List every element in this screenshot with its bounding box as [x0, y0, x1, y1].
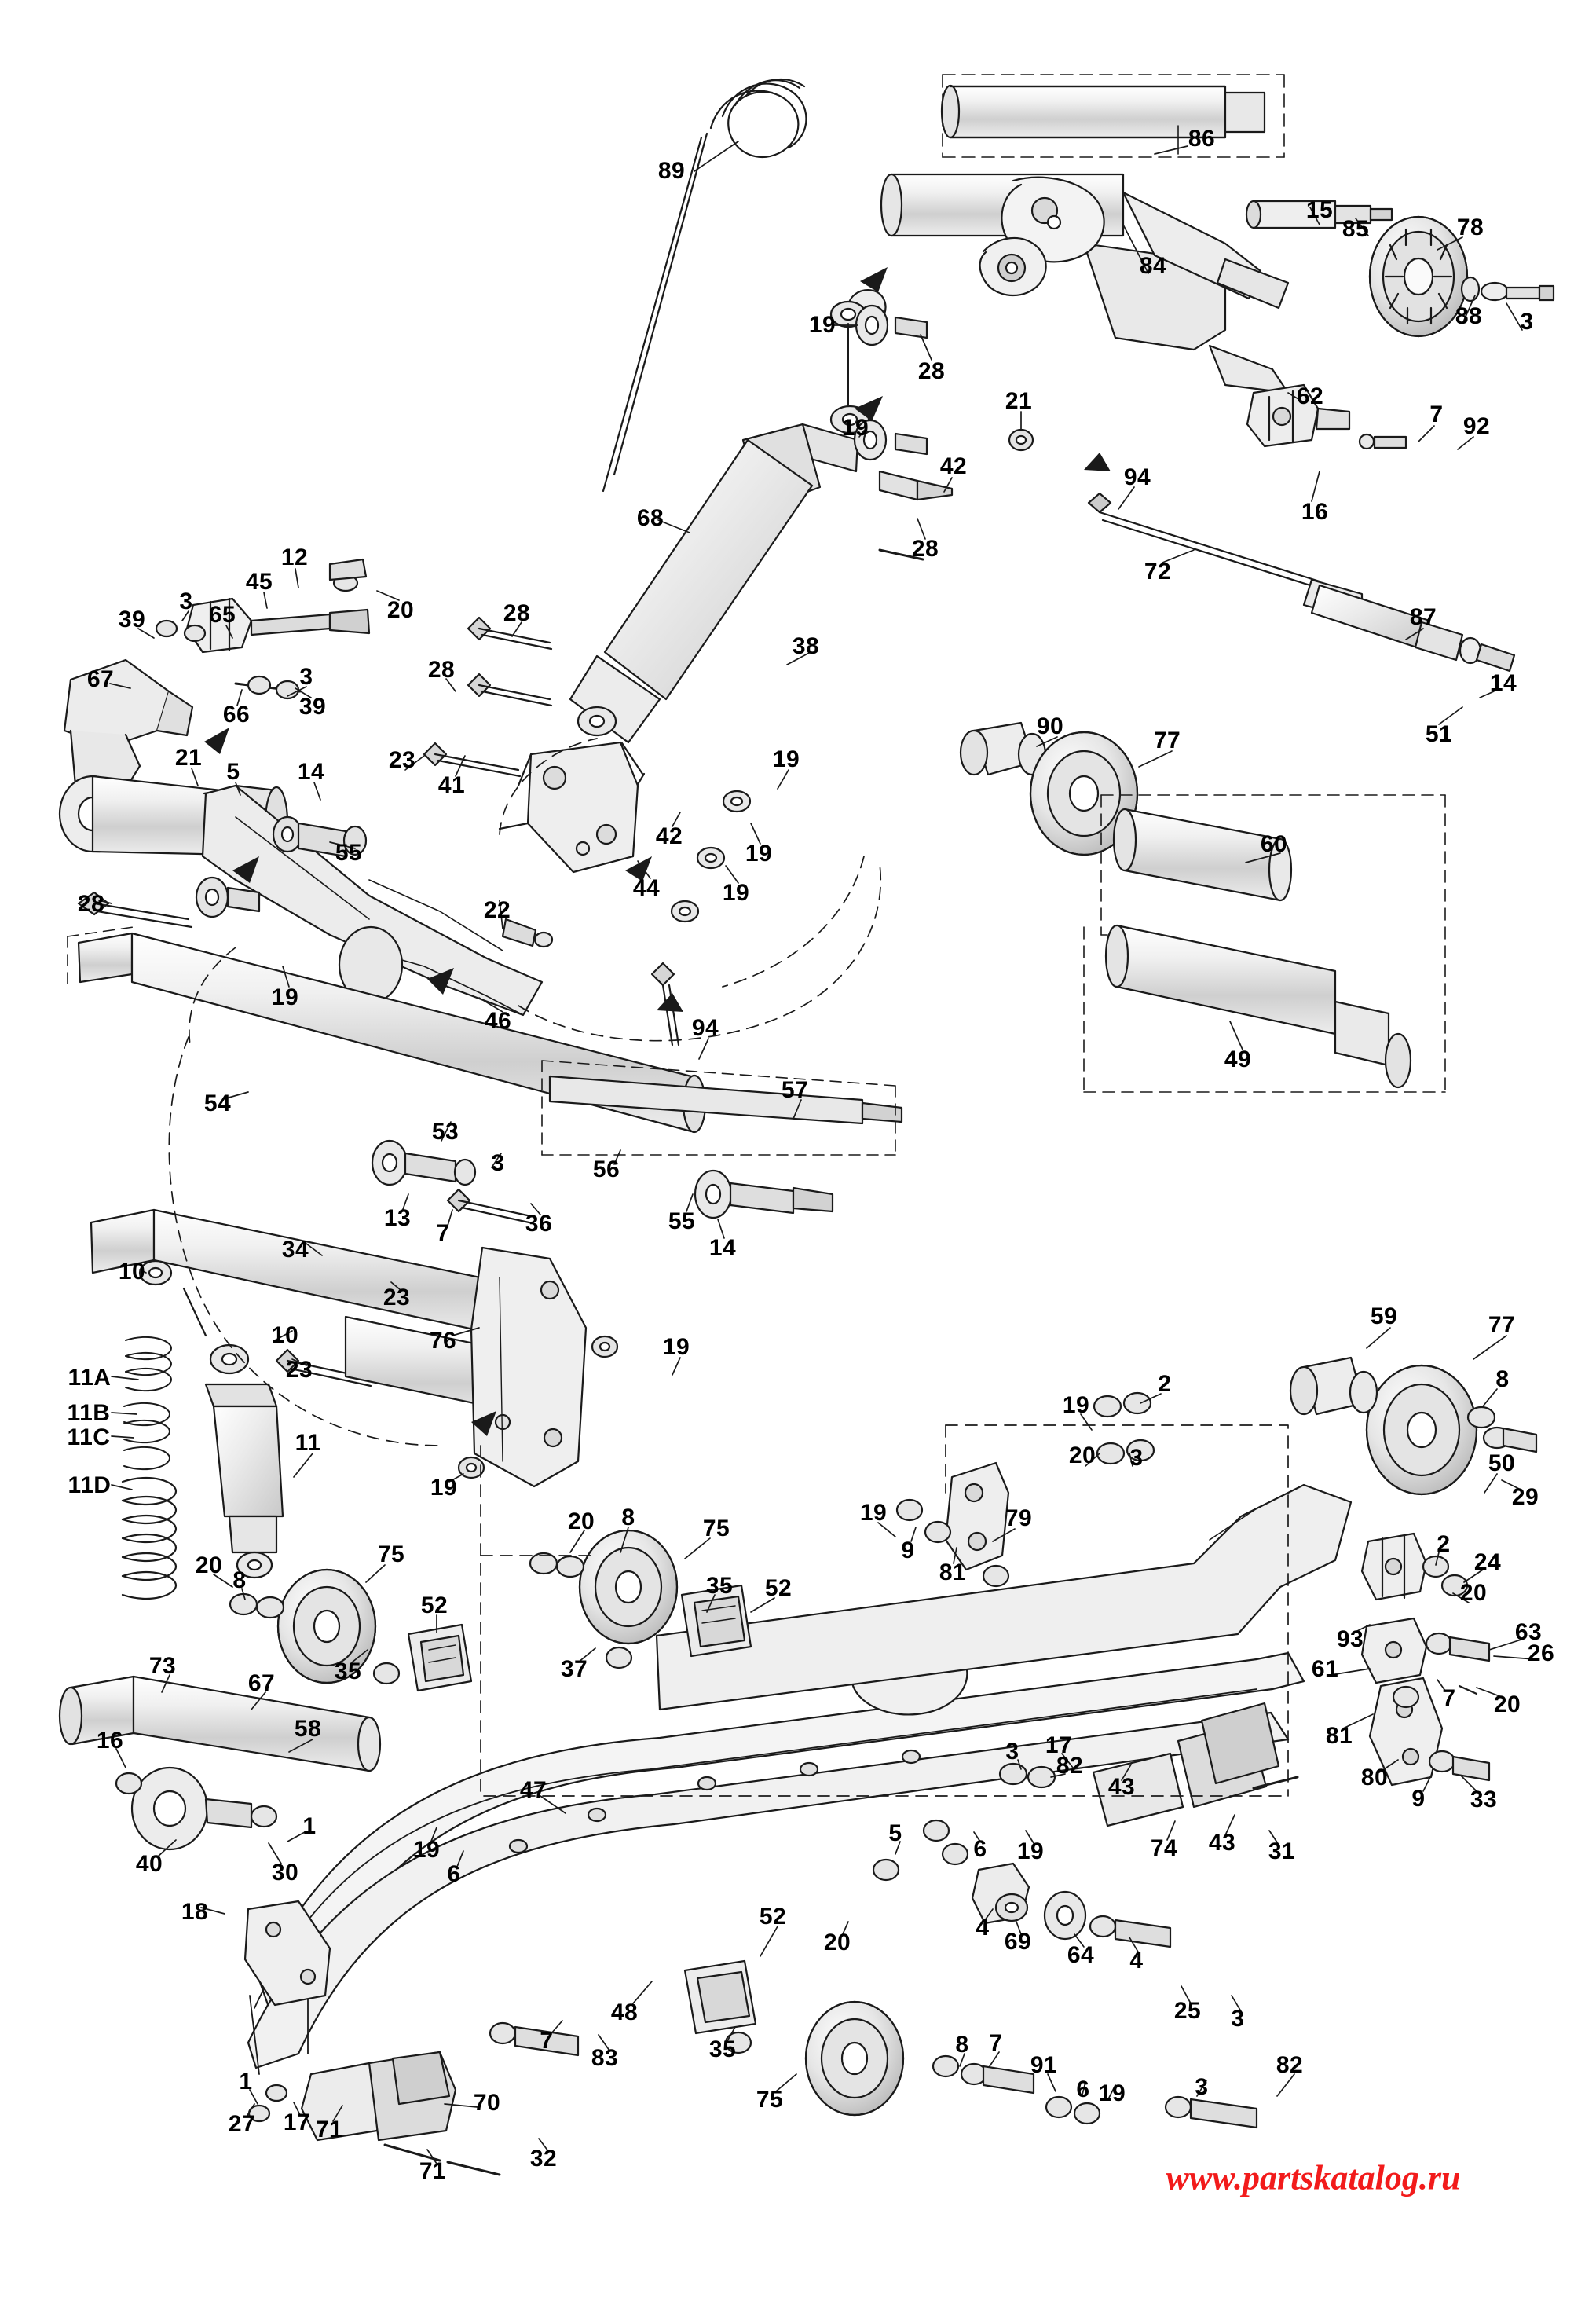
callout-6: 6 [1076, 2076, 1090, 2102]
callout-60: 60 [1260, 831, 1288, 857]
callout-89: 89 [657, 158, 686, 184]
callout-4: 4 [976, 1915, 990, 1941]
callout-9: 9 [1411, 1786, 1426, 1812]
callout-62: 62 [1296, 383, 1324, 409]
callout-7: 7 [540, 2028, 554, 2054]
callout-75: 75 [756, 2087, 784, 2113]
callout-48: 48 [610, 1999, 639, 2025]
callout-27: 27 [228, 2111, 256, 2137]
callout-33: 33 [1470, 1787, 1498, 1812]
callout-28: 28 [911, 536, 939, 562]
callout-70: 70 [473, 2090, 501, 2116]
callout-23: 23 [388, 747, 416, 773]
callout-3: 3 [1520, 309, 1534, 335]
callout-11A: 11A [68, 1365, 112, 1391]
callout-56: 56 [592, 1156, 620, 1182]
callout-51: 51 [1425, 721, 1453, 747]
callout-52: 52 [764, 1575, 793, 1601]
callout-59: 59 [1370, 1303, 1398, 1329]
callout-40: 40 [135, 1851, 163, 1877]
callout-71: 71 [315, 2117, 343, 2142]
callout-72: 72 [1144, 559, 1172, 585]
callout-43: 43 [1107, 1774, 1136, 1800]
callout-16: 16 [96, 1728, 124, 1754]
callout-81: 81 [939, 1559, 967, 1585]
callout-20: 20 [1493, 1691, 1521, 1717]
callout-19: 19 [745, 841, 773, 867]
callout-11B: 11B [67, 1400, 111, 1426]
callout-55: 55 [668, 1208, 696, 1234]
callout-20: 20 [1459, 1580, 1488, 1606]
callout-10: 10 [118, 1259, 146, 1285]
callout-10: 10 [271, 1322, 299, 1348]
callout-14: 14 [708, 1235, 737, 1261]
callout-20: 20 [195, 1552, 223, 1578]
callout-92: 92 [1462, 413, 1491, 439]
callout-32: 32 [529, 2146, 558, 2172]
callout-38: 38 [792, 633, 820, 659]
callout-88: 88 [1455, 303, 1483, 329]
callout-5: 5 [888, 1820, 902, 1846]
callout-21: 21 [174, 745, 203, 771]
callout-71: 71 [419, 2158, 447, 2184]
callout-22: 22 [483, 897, 511, 923]
callout-21: 21 [1005, 388, 1033, 414]
callout-44: 44 [632, 875, 661, 901]
callout-19: 19 [430, 1475, 458, 1501]
callout-20: 20 [386, 597, 415, 623]
callout-19: 19 [859, 1500, 888, 1526]
callout-82: 82 [1056, 1753, 1084, 1779]
callout-18: 18 [181, 1899, 209, 1925]
callout-14: 14 [297, 759, 325, 785]
callout-3: 3 [1231, 2006, 1245, 2032]
callout-2: 2 [1158, 1371, 1172, 1397]
callout-54: 54 [203, 1090, 232, 1116]
callout-66: 66 [222, 702, 251, 728]
callout-8: 8 [621, 1505, 635, 1530]
callout-28: 28 [427, 657, 456, 683]
callout-67: 67 [247, 1670, 276, 1696]
callout-42: 42 [655, 823, 683, 849]
callout-8: 8 [1495, 1366, 1510, 1392]
callout-53: 53 [431, 1119, 459, 1145]
watermark: www.partskatalog.ru [1166, 2158, 1461, 2197]
callout-87: 87 [1409, 604, 1437, 630]
callout-3: 3 [1005, 1739, 1019, 1765]
callout-6: 6 [447, 1861, 461, 1887]
callout-63: 63 [1514, 1619, 1543, 1645]
callout-61: 61 [1311, 1656, 1339, 1682]
callout-52: 52 [420, 1592, 448, 1618]
callout-19: 19 [1062, 1392, 1090, 1418]
callout-39: 39 [298, 694, 327, 720]
callout-23: 23 [285, 1357, 313, 1383]
callout-15: 15 [1305, 197, 1334, 223]
callout-25: 25 [1173, 1998, 1202, 2024]
callout-19: 19 [722, 880, 750, 906]
callout-3: 3 [179, 588, 193, 614]
callout-2: 2 [1437, 1531, 1451, 1557]
callout-11: 11 [295, 1430, 321, 1456]
callout-94: 94 [1123, 464, 1151, 490]
callout-12: 12 [280, 544, 309, 570]
callout-4: 4 [1129, 1948, 1144, 1974]
callout-17: 17 [1045, 1732, 1073, 1758]
callout-11D: 11D [68, 1472, 112, 1498]
callout-13: 13 [383, 1205, 412, 1231]
callout-77: 77 [1153, 728, 1181, 753]
callout-65: 65 [208, 602, 236, 628]
callout-29: 29 [1511, 1484, 1539, 1510]
callout-31: 31 [1268, 1838, 1296, 1864]
callout-28: 28 [917, 358, 946, 384]
callout-91: 91 [1030, 2052, 1058, 2078]
callout-8: 8 [232, 1567, 247, 1593]
callout-17: 17 [283, 2109, 311, 2135]
callout-86: 86 [1188, 126, 1216, 152]
callout-75: 75 [377, 1541, 405, 1567]
callout-1: 1 [239, 2069, 253, 2095]
callout-35: 35 [708, 2036, 737, 2062]
callout-24: 24 [1473, 1549, 1502, 1575]
callout-75: 75 [702, 1516, 730, 1541]
callout-93: 93 [1336, 1626, 1364, 1652]
callout-85: 85 [1342, 216, 1370, 242]
callout-50: 50 [1488, 1450, 1516, 1476]
callout-90: 90 [1036, 713, 1064, 739]
callout-7: 7 [1442, 1685, 1456, 1711]
callout-57: 57 [781, 1077, 809, 1103]
callout-3: 3 [299, 664, 313, 690]
callout-83: 83 [591, 2045, 619, 2071]
callout-3: 3 [1129, 1445, 1144, 1471]
callout-34: 34 [281, 1237, 309, 1263]
callout-49: 49 [1224, 1046, 1252, 1072]
callout-14: 14 [1489, 670, 1517, 696]
callout-28: 28 [77, 891, 105, 917]
callout-19: 19 [1016, 1838, 1045, 1864]
callout-80: 80 [1360, 1765, 1389, 1790]
callout-58: 58 [294, 1716, 322, 1742]
callout-26: 26 [1527, 1640, 1555, 1666]
callout-45: 45 [245, 569, 273, 595]
callout-77: 77 [1488, 1312, 1516, 1338]
callout-36: 36 [525, 1211, 553, 1237]
callout-78: 78 [1456, 214, 1484, 240]
callout-16: 16 [1301, 499, 1329, 525]
callout-43: 43 [1208, 1830, 1236, 1856]
callout-1: 1 [302, 1813, 317, 1839]
callout-9: 9 [901, 1537, 915, 1563]
callout-52: 52 [759, 1904, 787, 1930]
callout-19: 19 [1098, 2080, 1126, 2106]
callout-74: 74 [1150, 1835, 1178, 1861]
callout-3: 3 [491, 1150, 505, 1176]
callout-7: 7 [989, 2030, 1003, 2056]
callout-30: 30 [271, 1860, 299, 1886]
callout-35: 35 [705, 1573, 734, 1599]
callout-19: 19 [808, 312, 836, 338]
callout-68: 68 [636, 505, 664, 531]
callout-76: 76 [429, 1328, 457, 1354]
callout-8: 8 [955, 2032, 969, 2058]
callout-23: 23 [383, 1285, 411, 1310]
callout-5: 5 [226, 759, 240, 785]
callout-20: 20 [567, 1508, 595, 1534]
callout-69: 69 [1004, 1929, 1032, 1955]
callout-39: 39 [118, 607, 146, 632]
callout-7: 7 [1429, 401, 1444, 427]
callout-67: 67 [86, 666, 115, 692]
callout-64: 64 [1067, 1942, 1095, 1968]
callout-6: 6 [973, 1836, 987, 1862]
callout-41: 41 [437, 772, 466, 798]
callout-94: 94 [691, 1015, 719, 1041]
callout-19: 19 [772, 746, 800, 772]
callout-19: 19 [662, 1334, 690, 1360]
callout-20: 20 [1068, 1442, 1096, 1468]
callout-20: 20 [823, 1930, 851, 1955]
callout-3: 3 [1195, 2074, 1209, 2100]
callout-47: 47 [519, 1777, 547, 1803]
callout-81: 81 [1325, 1723, 1353, 1749]
callout-37: 37 [560, 1656, 588, 1682]
callout-42: 42 [939, 453, 968, 479]
callout-28: 28 [503, 600, 531, 626]
callout-79: 79 [1005, 1505, 1033, 1531]
callout-7: 7 [436, 1220, 450, 1246]
callout-19: 19 [271, 984, 299, 1010]
callout-73: 73 [148, 1653, 177, 1679]
callout-19: 19 [841, 415, 869, 441]
callout-84: 84 [1139, 253, 1167, 279]
callout-11C: 11C [67, 1424, 111, 1450]
callout-82: 82 [1276, 2052, 1304, 2078]
callout-19: 19 [412, 1837, 441, 1863]
callout-46: 46 [484, 1008, 512, 1034]
callout-55: 55 [335, 840, 363, 866]
callout-35: 35 [334, 1658, 362, 1684]
